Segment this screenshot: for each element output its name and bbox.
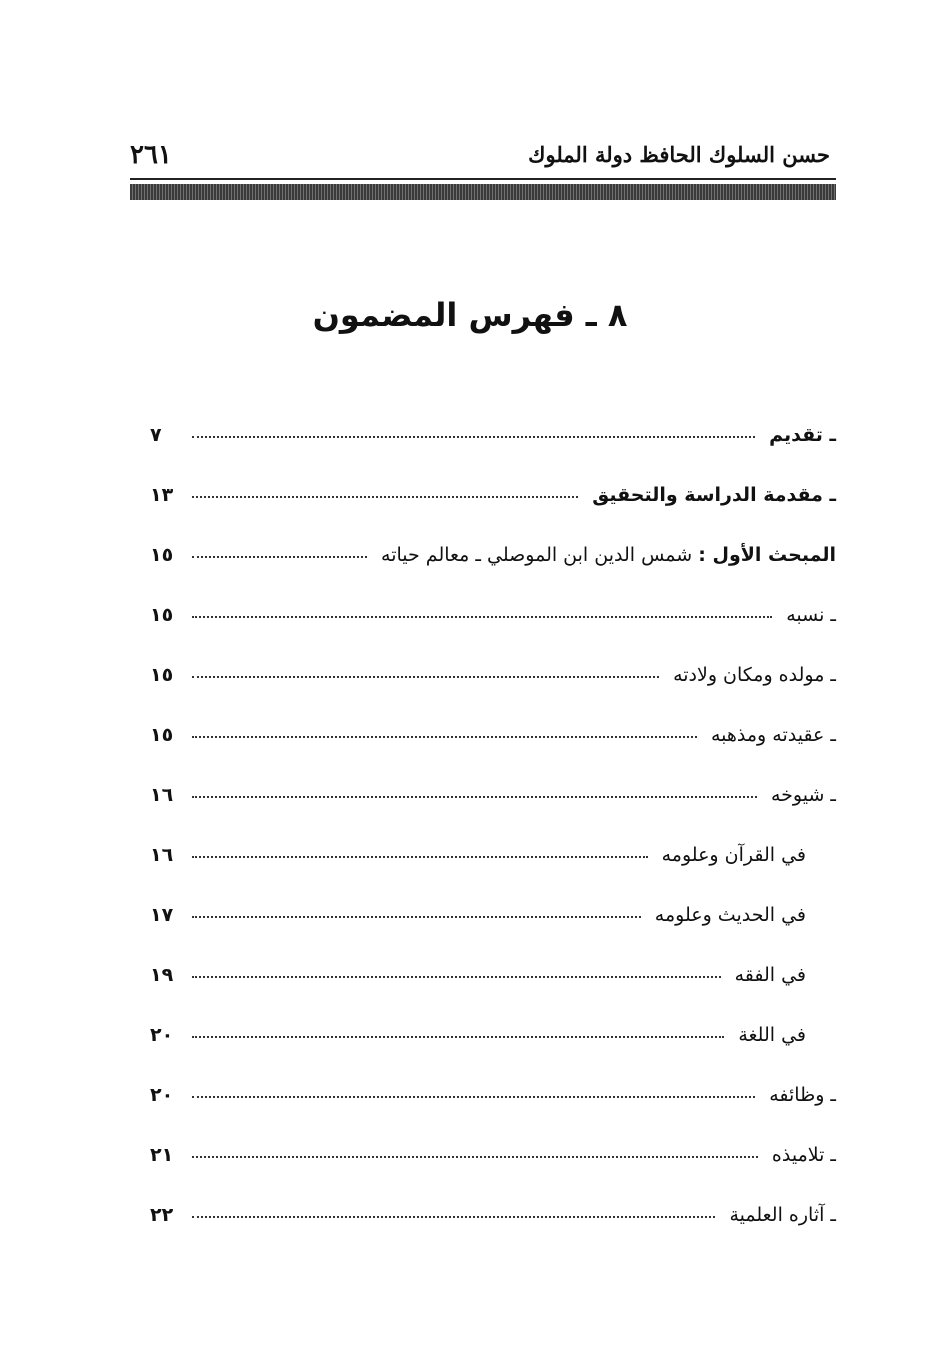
toc-leader-dots [192,556,367,558]
table-of-contents [140,418,836,1258]
page-number: ٢٦١ [130,140,172,170]
toc-entry [140,898,836,958]
toc-leader-dots [192,676,659,678]
toc-entry-page: ١٣ [150,484,174,506]
section-title: ٨ ـ فهرس المضمون [312,296,628,334]
toc-entry [140,598,836,658]
toc-entry-label: ـ تقديم [769,424,836,446]
toc-entry-page: ١٥ [150,604,174,626]
toc-entry-page: ٧ [150,424,162,446]
toc-entry [140,778,836,838]
toc-leader-dots [192,436,755,438]
toc-entry-label: ـ تلاميذه [771,1144,836,1166]
running-header [130,136,836,176]
toc-entry-label: ـ نسبه [786,604,836,626]
toc-entry-label: ـ وظائفه [769,1084,836,1106]
toc-leader-dots [192,616,772,618]
toc-leader-dots [192,916,641,918]
toc-entry [140,718,836,778]
toc-leader-dots [192,1156,758,1158]
toc-entry-page: ١٥ [150,544,174,566]
toc-entry-page: ١٦ [150,844,174,866]
toc-entry-page: ١٥ [150,724,174,746]
toc-entry-label: ـ مقدمة الدراسة والتحقيق [592,484,836,506]
toc-leader-dots [192,796,757,798]
toc-entry-page: ٢٢ [150,1204,174,1226]
toc-entry-label: في اللغة [738,1024,806,1046]
toc-entry-label: في القرآن وعلومه [661,844,806,866]
toc-entry-page: ١٧ [150,904,174,926]
toc-entry-label: ـ مولده ومكان ولادته [673,664,836,686]
toc-entry [140,1078,836,1138]
toc-entry [140,1018,836,1078]
toc-entry-label-text: شمس الدين ابن الموصلي ـ معالم حياته [381,544,693,566]
toc-entry-page: ١٥ [150,664,174,686]
toc-entry [140,1138,836,1198]
toc-entry-page: ١٩ [150,964,174,986]
toc-entry-page: ١٦ [150,784,174,806]
toc-entry-label [381,544,836,566]
toc-entry [140,418,836,478]
toc-entry [140,538,836,598]
toc-leader-dots [192,976,721,978]
toc-entry-page: ٢٠ [150,1024,174,1046]
toc-entry-lead: المبحث الأول : [698,544,836,566]
toc-entry [140,658,836,718]
toc-entry [140,958,836,1018]
toc-entry-label: في الحديث وعلومه [654,904,806,926]
toc-entry-label: ـ عقيدته ومذهبه [710,724,836,746]
toc-leader-dots [192,1036,724,1038]
toc-entry-page: ٢١ [150,1144,174,1166]
toc-leader-dots [192,736,697,738]
toc-leader-dots [192,496,578,498]
toc-leader-dots [192,856,648,858]
toc-entry [140,1198,836,1258]
toc-entry-label: ـ شيوخه [770,784,836,806]
running-title: حسن السلوك الحافظ دولة الملوك [528,142,830,167]
toc-entry [140,838,836,898]
header-rule-thin [130,178,836,180]
toc-entry [140,478,836,538]
toc-leader-dots [192,1216,715,1218]
toc-entry-page: ٢٠ [150,1084,174,1106]
toc-entry-label: ـ آثاره العلمية [729,1204,836,1226]
toc-leader-dots [192,1096,755,1098]
header-rule-thick [130,184,836,200]
toc-entry-label: في الفقه [734,964,806,986]
